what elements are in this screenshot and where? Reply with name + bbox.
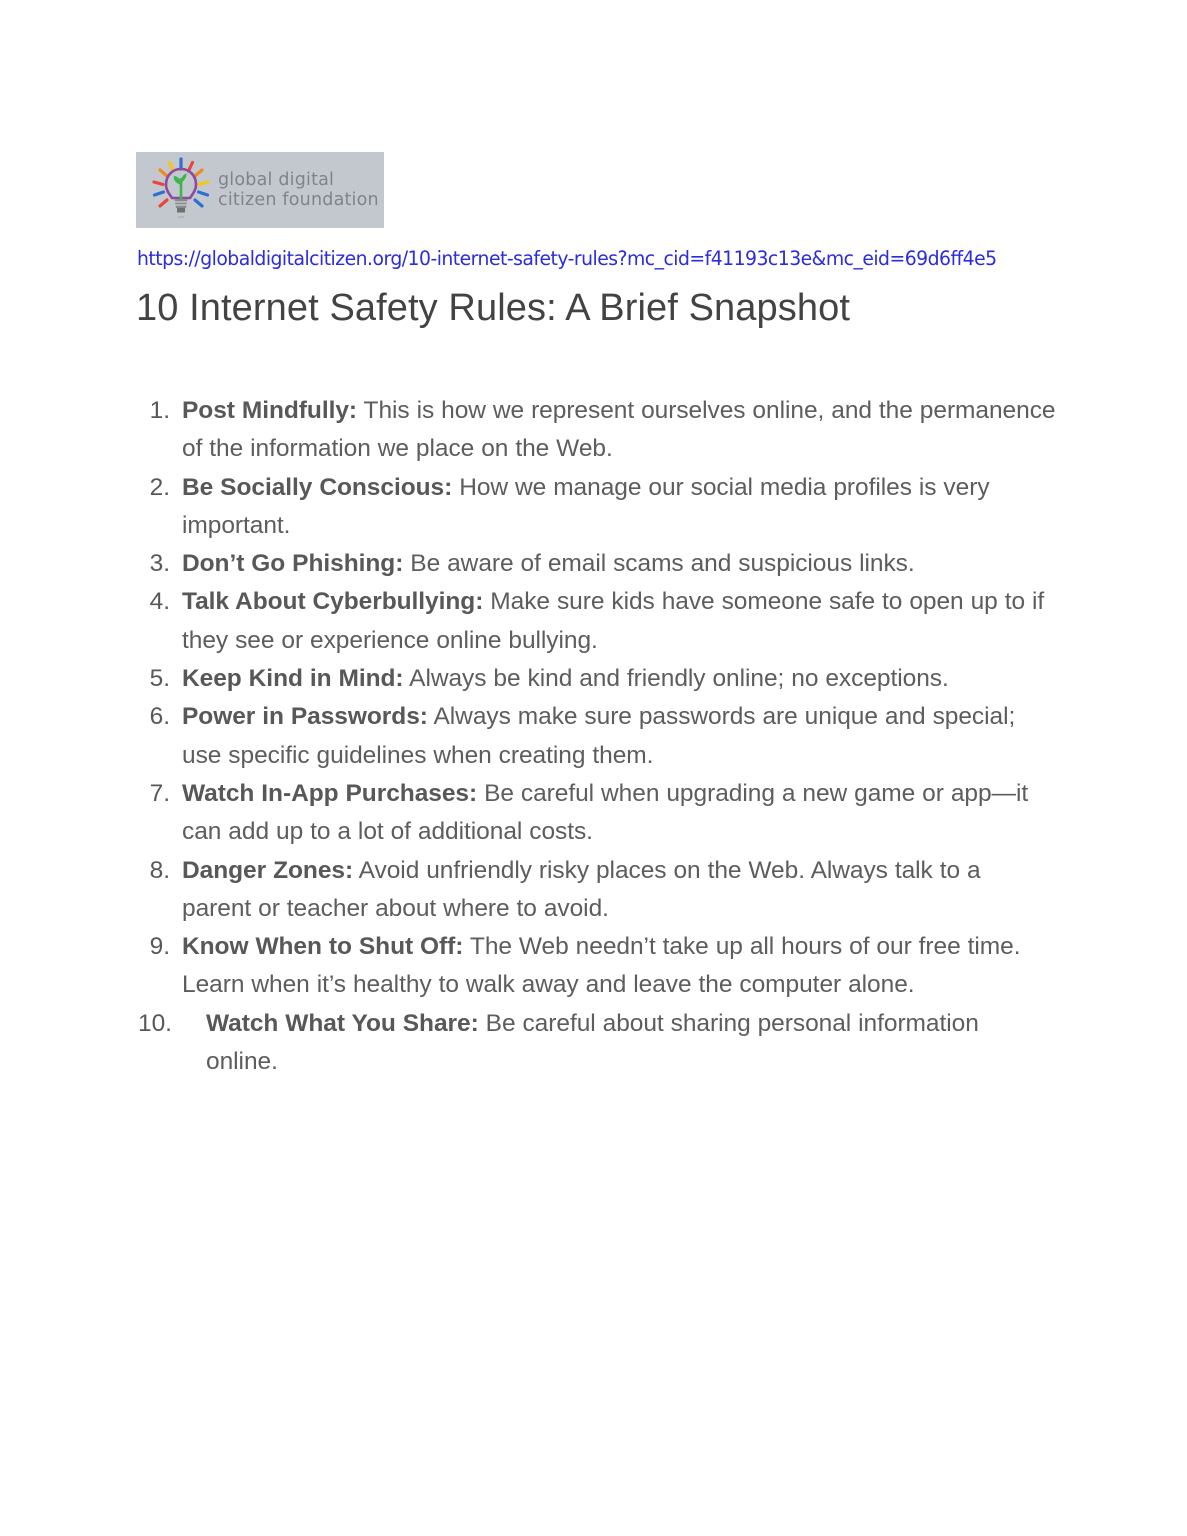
list-item-description: Always be kind and friendly online; no exceptions. — [403, 665, 949, 693]
list-item-marker: 8. — [149, 856, 170, 884]
list-item-term: Watch In-App Purchases: — [182, 779, 478, 807]
list-item — [136, 775, 1056, 852]
logo-wordmark-line-1: global digital — [218, 169, 335, 190]
list-item-marker: 3. — [149, 550, 170, 578]
list-item-description: How we manage our social media profiles is very important. — [182, 473, 990, 539]
logo-wordmark — [218, 170, 379, 211]
logo-wordmark-line-2: citizen foundation — [218, 190, 379, 210]
list-item-term: Danger Zones: — [182, 856, 354, 884]
list-item-description: Be careful when upgrading a new game or app—it can add up to a lot of additional costs. — [182, 779, 1029, 846]
list-item-description: This is how we represent ourselves online, and the permanence of the information we place on the Web. — [182, 397, 1056, 463]
list-item-marker: 10. — [138, 1009, 172, 1037]
list-item — [136, 583, 1056, 660]
list-item-description: Make sure kids have someone safe to open up to if they see or experience online bullying. — [182, 588, 1045, 654]
list-item — [136, 698, 1056, 775]
list-item-marker: 7. — [149, 779, 170, 807]
list-item-term: Don’t Go Phishing: — [182, 550, 404, 578]
list-item — [136, 928, 1056, 1005]
list-item — [136, 660, 1056, 698]
organization-logo — [136, 152, 384, 228]
list-item — [136, 392, 1056, 469]
list-item — [136, 852, 1056, 929]
list-item-term: Watch What You Share: — [206, 1009, 479, 1037]
source-url-link[interactable]: https://globaldigitalcitizen.org/10-internet-safety-rules?mc_cid=f41193c13e&mc_eid=69d6ff4e5 — [137, 247, 997, 270]
page-title: 10 Internet Safety Rules: A Brief Snapshot — [136, 287, 850, 329]
list-item-term: Keep Kind in Mind: — [182, 665, 404, 693]
list-item-description: The Web needn’t take up all hours of our free time. Learn when it’s healthy to walk away and leave the computer alone. — [182, 933, 1021, 999]
list-item-term: Be Socially Conscious: — [182, 473, 453, 501]
list-item-description: Be careful about sharing personal information online. — [206, 1009, 979, 1076]
list-item-marker: 4. — [149, 588, 170, 616]
list-item-description: Always make sure passwords are unique and special; use specific guidelines when creating them. — [182, 703, 1016, 769]
lightbulb-sprout-icon — [150, 157, 212, 223]
list-item-marker: 9. — [149, 933, 170, 961]
list-item-marker: 2. — [149, 473, 170, 501]
list-item-term: Talk About Cyberbullying: — [182, 588, 484, 616]
list-item-term: Post Mindfully: — [182, 397, 358, 424]
list-item-marker: 6. — [149, 703, 170, 731]
list-item-term: Know When to Shut Off: — [182, 933, 464, 961]
list-item-term: Power in Passwords: — [182, 703, 428, 731]
internet-safety-rules-list — [136, 392, 1056, 1081]
list-item-description: Be aware of email scams and suspicious links. — [403, 550, 915, 578]
list-item — [136, 545, 1056, 583]
list-item-marker: 1. — [149, 397, 170, 424]
list-item-marker: 5. — [149, 665, 170, 693]
list-item-description: Avoid unfriendly risky places on the Web. Always talk to a parent or teacher about where to avoid. — [182, 856, 981, 922]
list-item — [136, 1005, 1056, 1082]
list-item — [136, 469, 1056, 546]
